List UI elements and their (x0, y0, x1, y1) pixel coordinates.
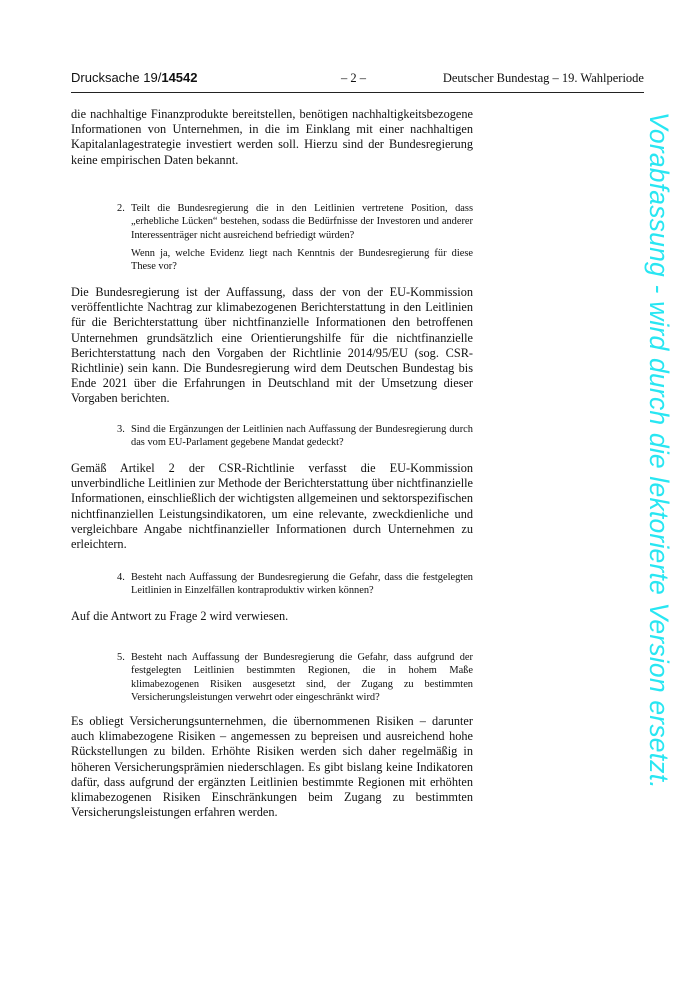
page-number: – 2 – (341, 71, 366, 85)
publisher: Deutscher Bundestag – 19. Wahlperiode (442, 71, 644, 85)
question-subtext: Wenn ja, welche Evidenz liegt nach Kenntnis der Bundesregierung für diese These vor? (131, 247, 473, 273)
question-number: 4. (117, 572, 125, 583)
doc-number-prefix: 19/ (143, 70, 162, 85)
question-4 (117, 571, 473, 598)
question-2 (117, 202, 473, 273)
question-text: Teilt die Bundesregierung die in den Leitlinien vertretene Position, dass „erhebliche Lücken“ bestehen, sodass die Bedürfnisse der Investoren und anderer Interessenträger nicht ausreichend befriedigt würden? (131, 203, 473, 241)
question-text: Besteht nach Auffassung der Bundesregierung die Gefahr, dass aufgrund der festgelegten Leitlinien bestimmten Regionen, die in hohem Maße klimabezogenen Risiken ausgesetzt sind, der Zugang zu bestimmten Versicherungsleistungen verwehrt oder eingeschränkt wird? (131, 652, 473, 703)
question-3 (117, 423, 473, 450)
doc-label: Drucksache (71, 70, 140, 85)
intro-paragraph: die nachhaltige Finanzprodukte bereitstellen, benötigen nachhaltigkeitsbezogene Informationen von Unternehmen, in die im Einklang mit einer nachhaltigen Kapitalanlagestrategie investiert werden soll. Hierzu sind der Bundesregierung keine empirischen Daten bekannt. (71, 107, 473, 167)
question-number: 2. (117, 203, 125, 214)
answer-3: Gemäß Artikel 2 der CSR-Richtlinie verfasst die EU-Kommission unverbindliche Leitlinien zur Methode der Berichterstattung über nichtfinanzielle Informationen, einschließlich der wichtigsten allgemeinen und sektorspezifischen nichtfinanziellen Leistungsindikatoren, um eine relevante, zweckdienliche und vergleichbare Angabe nichtfinanzieller Informationen durch Unternehmen zu erleichtern. (71, 461, 473, 552)
answer-5: Es obliegt Versicherungsunternehmen, die übernommenen Risiken – darunter auch klimabezogene Risiken – angemessen zu bepreisen und ausreichend hohe Rückstellungen zu bilden. Erhöhte Risiken werden sich daher regelmäßig in höheren Versicherungsprämien niederschlagen. Es gibt bislang keine Indikatoren dafür, dass aufgrund der ergänzten Leitlinien bestimmte Regionen mit erhöhten klimabezogenen Risiken Einschränkungen beim Zugang zu bestimmten Versicherungsleistungen erfahren werden. (71, 714, 473, 820)
answer-2: Die Bundesregierung ist der Auffassung, dass der von der EU-Kommission veröffentlichte Nachtrag zur klimabezogenen Berichterstattung in den Leitlinien für die Berichterstattung über nichtfinanzielle Informationen den betroffenen Unternehmen grundsätzlich eine Orientierungshilfe für die nichtfinanzielle Berichterstattung nach den Vorgaben der Richtlinie 2014/95/EU (sog. CSR-Richtlinie) sein kann. Die Bundesregierung wird dem Deutschen Bundestag bis Ende 2021 über die Erfahrungen in Deutschland mit der Umsetzung dieser Vorgaben berichten. (71, 285, 473, 406)
question-text: Besteht nach Auffassung der Bundesregierung die Gefahr, dass die festgelegten Leitlinien in Einzelfällen kontraproduktiv wirken können? (131, 572, 473, 597)
question-number: 3. (117, 424, 125, 435)
draft-watermark (642, 112, 682, 882)
watermark-text: Vorabfassung - wird durch die lektorierte Version ersetzt. (644, 112, 674, 789)
doc-number-bold: 14542 (161, 70, 198, 85)
question-number: 5. (117, 652, 125, 663)
question-5 (117, 651, 473, 704)
answer-4: Auf die Antwort zu Frage 2 wird verwiesen. (71, 609, 289, 623)
question-text: Sind die Ergänzungen der Leitlinien nach Auffassung der Bundesregierung durch das vom EU-Parlament gegebene Mandat gedeckt? (131, 424, 473, 449)
document-number (71, 70, 198, 85)
page-header (71, 70, 644, 93)
